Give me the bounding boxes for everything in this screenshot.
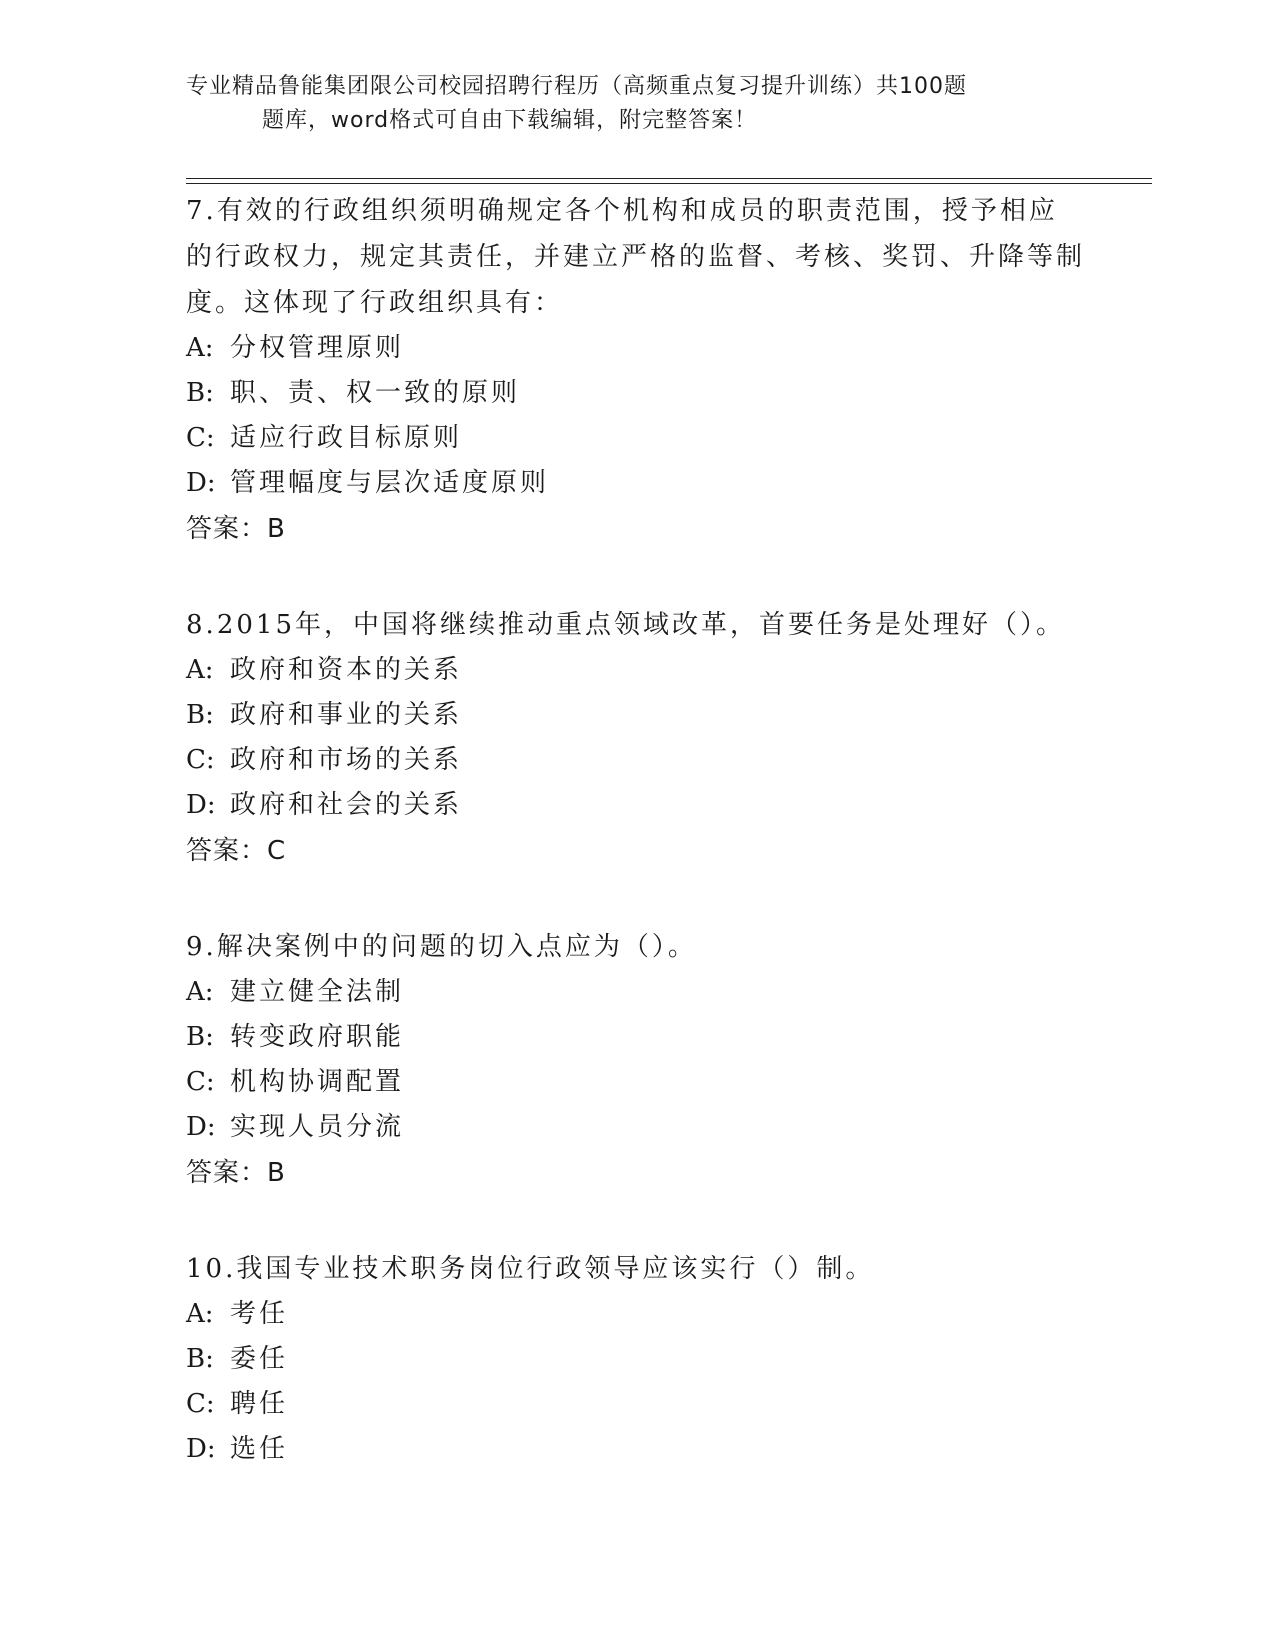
option-d bbox=[186, 461, 1086, 506]
option-letter: B: bbox=[186, 700, 214, 730]
question-stem bbox=[186, 924, 1086, 970]
option-d bbox=[186, 1427, 1086, 1472]
question-text: 有效的行政组织须明确规定各个机构和成员的职责范围，授予相应的行政权力，规定其责任，并建立严格的监督、考核、奖罚、升降等制度。这体现了行政组织具有： bbox=[186, 196, 1086, 318]
option-letter: A: bbox=[186, 1299, 214, 1329]
option-letter: B: bbox=[186, 1022, 214, 1052]
option-letter: A: bbox=[186, 333, 214, 363]
option-text: 分权管理原则 bbox=[230, 333, 405, 363]
question-text: 我国专业技术职务岗位行政领导应该实行（）制。 bbox=[236, 1254, 875, 1284]
option-a bbox=[186, 970, 1086, 1015]
option-text: 管理幅度与层次适度原则 bbox=[230, 468, 550, 498]
question-stem bbox=[186, 602, 1086, 648]
option-text: 实现人员分流 bbox=[230, 1112, 405, 1142]
option-text: 聘任 bbox=[230, 1389, 289, 1419]
option-letter: C: bbox=[186, 423, 215, 453]
header-rule-top bbox=[186, 178, 1152, 179]
question-7 bbox=[186, 188, 1086, 552]
document-header bbox=[186, 70, 1046, 138]
option-text: 政府和社会的关系 bbox=[230, 790, 463, 820]
question-9 bbox=[186, 924, 1086, 1196]
option-text: 委任 bbox=[230, 1344, 289, 1374]
option-letter: D: bbox=[186, 790, 216, 820]
option-c bbox=[186, 1382, 1086, 1427]
option-text: 建立健全法制 bbox=[230, 977, 405, 1007]
header-title-line1: 专业精品鲁能集团限公司校园招聘行程历（高频重点复习提升训练）共100题 bbox=[186, 74, 967, 99]
option-b bbox=[186, 1015, 1086, 1060]
question-number: 9. bbox=[186, 932, 217, 962]
header-rule-bottom bbox=[186, 183, 1152, 184]
answer-line: 答案：C bbox=[186, 836, 287, 866]
header-title-line2: 题库，word格式可自由下载编辑，附完整答案！ bbox=[262, 108, 758, 133]
question-text: 2015年，中国将继续推动重点领域改革，首要任务是处理好（）。 bbox=[216, 610, 1065, 640]
question-number: 10. bbox=[186, 1254, 237, 1284]
option-c bbox=[186, 738, 1086, 783]
option-letter: C: bbox=[186, 745, 215, 775]
option-b bbox=[186, 1337, 1086, 1382]
question-10 bbox=[186, 1246, 1086, 1472]
option-letter: C: bbox=[186, 1389, 215, 1419]
option-letter: C: bbox=[186, 1067, 215, 1097]
option-c bbox=[186, 416, 1086, 461]
answer-line: 答案：B bbox=[186, 1158, 286, 1188]
option-text: 机构协调配置 bbox=[230, 1067, 405, 1097]
option-b bbox=[186, 693, 1086, 738]
option-text: 政府和资本的关系 bbox=[230, 655, 463, 685]
option-text: 职、责、权一致的原则 bbox=[230, 378, 521, 408]
option-text: 转变政府职能 bbox=[230, 1022, 405, 1052]
question-text: 解决案例中的问题的切入点应为（）。 bbox=[216, 932, 697, 962]
option-letter: D: bbox=[186, 1434, 216, 1464]
option-text: 政府和市场的关系 bbox=[230, 745, 463, 775]
question-list bbox=[186, 188, 1086, 1522]
option-text: 考任 bbox=[230, 1299, 289, 1329]
option-letter: B: bbox=[186, 378, 214, 408]
option-letter: D: bbox=[186, 468, 216, 498]
option-letter: A: bbox=[186, 655, 214, 685]
option-d bbox=[186, 1105, 1086, 1150]
option-letter: B: bbox=[186, 1344, 214, 1374]
option-a bbox=[186, 648, 1086, 693]
question-8 bbox=[186, 602, 1086, 874]
question-stem bbox=[186, 1246, 1086, 1292]
option-b bbox=[186, 371, 1086, 416]
option-text: 选任 bbox=[230, 1434, 289, 1464]
option-c bbox=[186, 1060, 1086, 1105]
option-text: 适应行政目标原则 bbox=[230, 423, 463, 453]
question-number: 8. bbox=[186, 610, 217, 640]
option-text: 政府和事业的关系 bbox=[230, 700, 463, 730]
option-a bbox=[186, 1292, 1086, 1337]
option-letter: A: bbox=[186, 977, 214, 1007]
option-a bbox=[186, 326, 1086, 371]
question-number: 7. bbox=[186, 196, 217, 226]
option-d bbox=[186, 783, 1086, 828]
question-stem bbox=[186, 188, 1086, 326]
answer-line: 答案：B bbox=[186, 514, 286, 544]
option-letter: D: bbox=[186, 1112, 216, 1142]
